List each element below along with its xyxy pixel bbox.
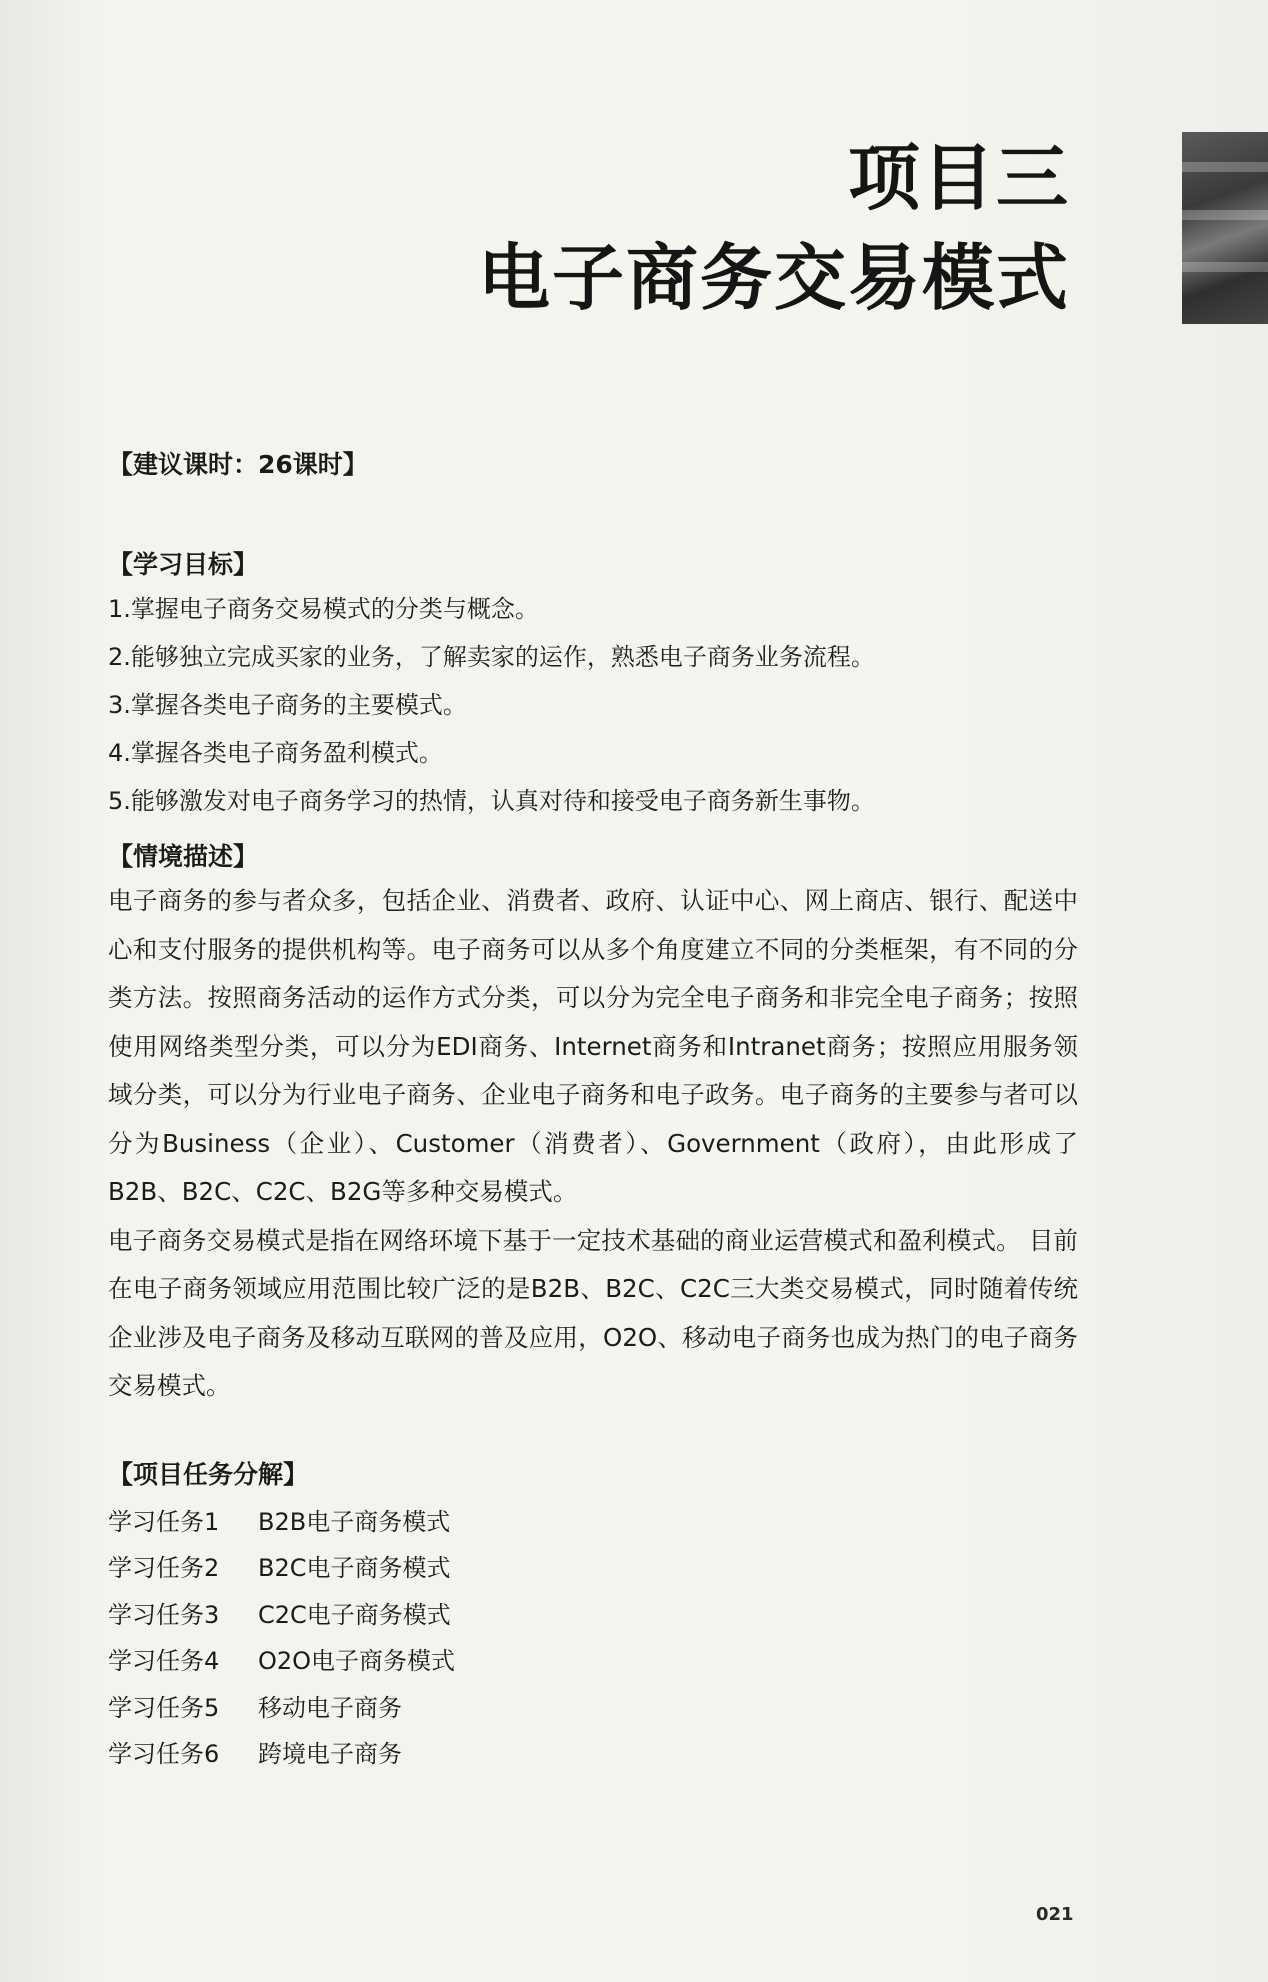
scenario-body xyxy=(108,877,1078,1411)
task-item xyxy=(108,1545,1078,1592)
task-name: B2B电子商务模式 xyxy=(258,1507,451,1536)
suggested-hours: 【建议课时：26课时】 xyxy=(108,450,368,479)
corner-stripe xyxy=(1182,262,1268,272)
tasks-list xyxy=(108,1499,1078,1778)
goal-item: 4.掌握各类电子商务盈利模式。 xyxy=(108,739,443,767)
corner-stripe xyxy=(1182,210,1268,220)
task-item xyxy=(108,1638,1078,1685)
chapter-title-line1: 项目三 xyxy=(847,136,1070,220)
task-number: 学习任务2 xyxy=(108,1554,220,1582)
goals-list xyxy=(108,585,1078,825)
task-number: 学习任务1 xyxy=(108,1507,220,1536)
chapter-title-line2: 电子商务交易模式 xyxy=(477,236,1070,320)
task-item xyxy=(108,1685,1078,1732)
task-item xyxy=(108,1731,1078,1778)
scenario-paragraph: 电子商务交易模式是指在网络环境下基于一定技术基础的商业运营模式和盈利模式。 目前在电子商务领域应用范围比较广泛的是B2B、B2C、C2C三大类交易模式，同时随着传统企业涉及电子商务及移动互联网的普及应用，O2O、移动电子商务也成为热门的电子商务交易模式。 xyxy=(108,1225,1078,1400)
goal-item: 1.掌握电子商务交易模式的分类与概念。 xyxy=(108,595,539,623)
task-name: 移动电子商务 xyxy=(258,1693,402,1722)
chapter-content xyxy=(108,445,1078,1778)
goal-item: 3.掌握各类电子商务的主要模式。 xyxy=(108,691,467,719)
task-number: 学习任务5 xyxy=(108,1693,220,1722)
goal-item: 2.能够独立完成买家的业务，了解卖家的运作，熟悉电子商务业务流程。 xyxy=(108,643,875,671)
corner-stripe xyxy=(1182,162,1268,172)
task-number: 学习任务3 xyxy=(108,1600,220,1629)
task-name: B2C电子商务模式 xyxy=(258,1554,451,1582)
task-name: O2O电子商务模式 xyxy=(258,1647,456,1675)
scenario-heading: 【情境描述】 xyxy=(108,842,259,871)
task-item xyxy=(108,1499,1078,1546)
goals-heading: 【学习目标】 xyxy=(108,550,259,579)
page-number: 021 xyxy=(1036,1904,1074,1925)
scenario-paragraph: 电子商务的参与者众多，包括企业、消费者、政府、认证中心、网上商店、银行、配送中心和支付服务的提供机构等。电子商务可以从多个角度建立不同的分类框架，有不同的分类方法。按照商务活动的运作方式分类，可以分为完全电子商务和非完全电子商务；按照使用网络类型分类，可以分为EDI商务、Internet商务和Intranet商务；按照应用服务领域分类，可以分为行业电子商务、企业电子商务和电子政务。电子商务的主要参与者可以分为Business（企业）、Customer（消费者）、Government（政府），由此形成了B2B、B2C、C2C、B2G等多种交易模式。 xyxy=(108,886,1078,1206)
chapter-title xyxy=(478,128,1070,328)
task-number: 学习任务4 xyxy=(108,1647,220,1675)
task-item xyxy=(108,1592,1078,1639)
task-name: C2C电子商务模式 xyxy=(258,1600,451,1629)
tasks-heading: 【项目任务分解】 xyxy=(108,1459,309,1489)
task-name: 跨境电子商务 xyxy=(258,1740,402,1768)
chapter-corner-tab xyxy=(1182,132,1268,324)
goal-item: 5.能够激发对电子商务学习的热情，认真对待和接受电子商务新生事物。 xyxy=(108,787,875,815)
task-number: 学习任务6 xyxy=(108,1740,220,1768)
